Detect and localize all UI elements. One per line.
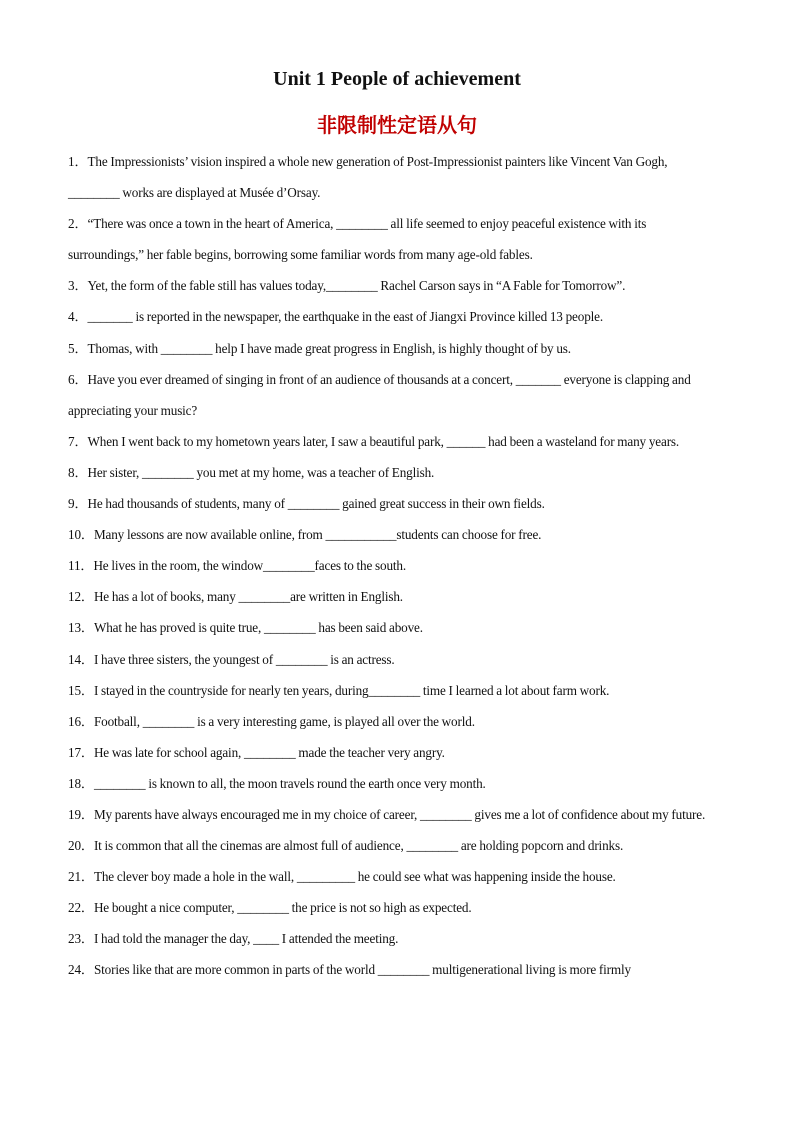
question-item xyxy=(68,861,712,892)
question-number: 11． xyxy=(68,558,94,574)
question-item xyxy=(68,923,712,954)
question-item xyxy=(68,364,712,426)
question-number: 13． xyxy=(68,620,94,636)
question-number: 12． xyxy=(68,589,94,605)
question-number: 18． xyxy=(68,775,94,791)
question-item xyxy=(68,830,712,861)
question-number: 14． xyxy=(68,651,94,667)
question-text: My parents have always encouraged me in my choice of career, ________ gives me a lot of confidence about my future. xyxy=(93,806,706,822)
question-text: Many lessons are now available online, from ___________students can choose for free. xyxy=(93,527,542,543)
question-item xyxy=(68,270,712,301)
question-text: _______ is reported in the newspaper, the earthquake in the east of Jiangxi Province killed 13 people. xyxy=(87,309,603,325)
question-number: 10． xyxy=(68,527,94,543)
question-number: 24． xyxy=(68,962,94,978)
question-number: 21． xyxy=(68,869,94,885)
question-number: 19． xyxy=(68,806,94,822)
question-number: 2． xyxy=(68,216,88,232)
question-text: He bought a nice computer, ________ the price is not so high as expected. xyxy=(93,900,472,916)
question-text: He was late for school again, ________ made the teacher very angry. xyxy=(93,744,445,760)
question-number: 20． xyxy=(68,838,94,854)
question-text: He lives in the room, the window________faces to the south. xyxy=(93,558,407,574)
question-item xyxy=(68,612,712,643)
question-item xyxy=(68,333,712,364)
question-number: 3． xyxy=(68,278,88,294)
question-number: 1． xyxy=(68,154,88,169)
question-number: 6． xyxy=(68,371,88,387)
question-item xyxy=(68,737,712,768)
question-item xyxy=(68,892,712,923)
question-item xyxy=(68,146,712,208)
question-text: It is common that all the cinemas are almost full of audience, ________ are holding popcorn and drinks. xyxy=(93,838,624,854)
question-item xyxy=(68,768,712,799)
question-item xyxy=(68,550,712,581)
question-number: 17． xyxy=(68,744,94,760)
question-text: He has a lot of books, many ________are written in English. xyxy=(93,589,403,605)
question-item xyxy=(68,581,712,612)
question-item xyxy=(68,301,712,332)
question-text: Yet, the form of the fable still has values today,________ Rachel Carson says in “A Fable for Tomorrow”. xyxy=(87,278,626,294)
question-text: Stories like that are more common in parts of the world ________ multigenerational living is more firmly xyxy=(93,962,631,978)
question-text: What he has proved is quite true, ________ has been said above. xyxy=(93,620,423,636)
question-item xyxy=(68,457,712,488)
question-item xyxy=(68,208,712,270)
question-item xyxy=(68,954,712,985)
question-number: 5． xyxy=(68,340,88,356)
question-text: I had told the manager the day, ____ I attended the meeting. xyxy=(93,931,399,947)
question-text: The Impressionists’ vision inspired a whole new generation of Post-Impressionist painters like Vincent Van Gogh, ________ works are displayed at Musée d’Orsay. xyxy=(68,154,668,201)
question-number: 15． xyxy=(68,682,94,698)
question-number: 9． xyxy=(68,496,88,512)
question-number: 4． xyxy=(68,309,88,325)
page-subtitle: 非限制性定语从句 xyxy=(317,113,477,137)
question-text: I stayed in the countryside for nearly ten years, during________ time I learned a lot about farm work. xyxy=(93,682,610,698)
question-number: 7． xyxy=(68,433,88,449)
question-text: Thomas, with ________ help I have made great progress in English, is highly thought of by us. xyxy=(87,340,571,356)
question-text: When I went back to my hometown years later, I saw a beautiful park, ______ had been a wasteland for many years. xyxy=(87,433,680,449)
question-text: He had thousands of students, many of ________ gained great success in their own fields. xyxy=(87,496,545,512)
question-text: Football, ________ is a very interesting game, is played all over the world. xyxy=(93,713,475,729)
question-item xyxy=(68,706,712,737)
question-text: Have you ever dreamed of singing in front of an audience of thousands at a concert, _______ everyone is clapping and appreciating your music? xyxy=(68,371,691,418)
question-number: 16． xyxy=(68,713,94,729)
question-item xyxy=(68,799,712,830)
question-text: The clever boy made a hole in the wall, _________ he could see what was happening inside the house. xyxy=(93,869,616,885)
question-item xyxy=(68,426,712,457)
question-item xyxy=(68,675,712,706)
question-number: 23． xyxy=(68,931,94,947)
question-text: ________ is known to all, the moon travels round the earth once very month. xyxy=(93,775,486,791)
question-item xyxy=(68,519,712,550)
page-title: Unit 1 People of achievement xyxy=(273,68,521,90)
question-item xyxy=(68,644,712,675)
question-number: 8． xyxy=(68,464,88,480)
question-text: Her sister, ________ you met at my home, was a teacher of English. xyxy=(87,464,435,480)
question-item xyxy=(68,488,712,519)
question-number: 22． xyxy=(68,900,94,916)
question-text: I have three sisters, the youngest of ________ is an actress. xyxy=(93,651,395,667)
question-text: “There was once a town in the heart of America, ________ all life seemed to enjoy peaceful existence with its surroundings,” her fable begins, borrowing some familiar words from many age-old fables. xyxy=(68,216,647,263)
question-list xyxy=(68,146,712,986)
